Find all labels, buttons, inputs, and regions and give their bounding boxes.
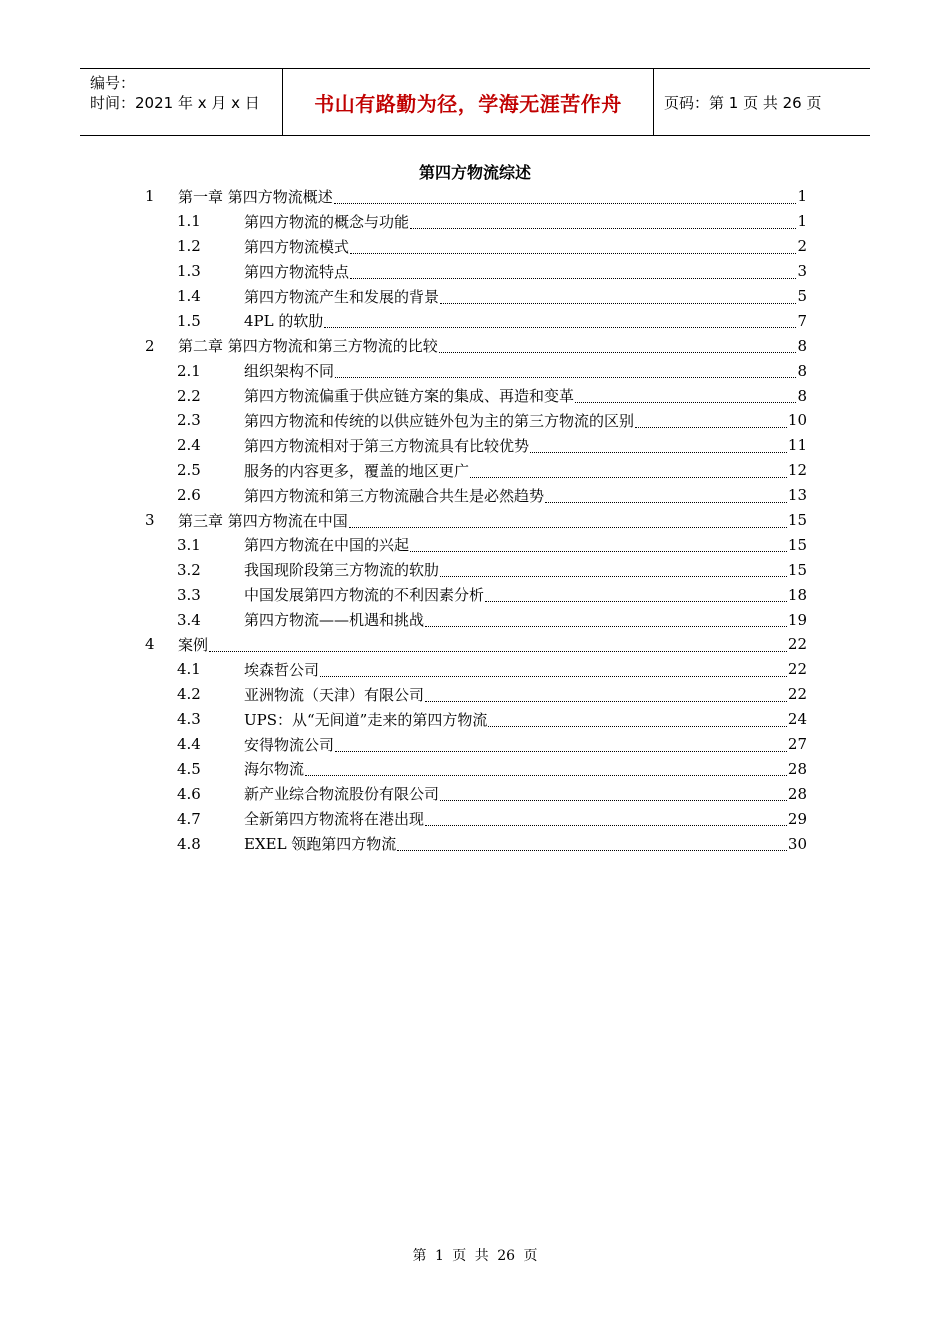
toc-entry-number: 4.6 xyxy=(177,784,201,803)
toc-entry-title: 亚洲物流（天津）有限公司 xyxy=(244,685,425,704)
toc-entry-title: 服务的内容更多，覆盖的地区更广 xyxy=(244,461,470,480)
toc-dot-leader xyxy=(425,688,787,702)
toc-dot-leader xyxy=(488,713,787,727)
toc-entry-page: 7 xyxy=(797,311,807,330)
toc-entry-title: UPS：从“无间道”走来的第四方物流 xyxy=(244,710,488,729)
toc-entry-page: 2 xyxy=(797,237,807,256)
toc-entry[interactable] xyxy=(145,831,807,856)
toc-entry-title: 第一章 第四方物流概述 xyxy=(178,187,333,206)
toc-entry[interactable] xyxy=(145,433,807,458)
toc-entry[interactable] xyxy=(145,383,807,408)
toc-dot-leader xyxy=(425,812,787,826)
toc-entry-number: 1 xyxy=(145,187,155,206)
toc-dot-leader xyxy=(410,215,796,229)
toc-entry-page: 24 xyxy=(787,710,807,729)
toc-entry-page: 28 xyxy=(787,784,807,803)
toc-dot-leader xyxy=(470,464,787,478)
toc-entry-number: 1.3 xyxy=(177,262,201,281)
toc-dot-leader xyxy=(530,439,787,453)
toc-entry-title: 案例 xyxy=(178,635,209,654)
toc-entry[interactable] xyxy=(145,806,807,831)
toc-entry[interactable] xyxy=(145,483,807,508)
toc-entry[interactable] xyxy=(145,284,807,309)
toc-entry-page: 22 xyxy=(787,660,807,679)
toc-entry-page: 15 xyxy=(787,511,807,530)
header-meta xyxy=(80,69,282,135)
toc-entry-title: 第四方物流偏重于供应链方案的集成、再造和变革 xyxy=(244,387,575,406)
toc-entry-page: 27 xyxy=(787,735,807,754)
toc-entry-title: 新产业综合物流股份有限公司 xyxy=(244,785,440,804)
toc-dot-leader xyxy=(485,588,787,602)
toc-entry-number: 3.3 xyxy=(177,585,201,604)
toc-dot-leader xyxy=(209,638,787,652)
header-page-info: 页码：第 1 页 共 26 页 xyxy=(664,93,822,112)
toc-entry-number: 1.2 xyxy=(177,237,201,256)
toc-dot-leader xyxy=(350,265,796,279)
toc-entry-title: 埃森哲公司 xyxy=(244,660,320,679)
toc-entry-title: 4PL 的软肋 xyxy=(244,312,324,331)
toc-entry[interactable] xyxy=(145,333,807,358)
toc-entry-page: 3 xyxy=(797,262,807,281)
toc-entry-title: 第二章 第四方物流和第三方物流的比较 xyxy=(178,337,438,356)
toc-entry[interactable] xyxy=(145,582,807,607)
toc-entry[interactable] xyxy=(145,756,807,781)
toc-entry-number: 2.4 xyxy=(177,436,201,455)
toc-entry-number: 2.3 xyxy=(177,411,201,430)
toc-entry-page: 5 xyxy=(797,287,807,305)
toc-entry[interactable] xyxy=(145,732,807,757)
toc-dot-leader xyxy=(335,738,787,752)
toc-entry-page: 1 xyxy=(797,187,807,206)
toc-entry-title: 第四方物流和第三方物流融合共生是必然趋势 xyxy=(244,486,545,505)
toc-entry-page: 22 xyxy=(787,685,807,704)
toc-entry-page: 8 xyxy=(797,361,807,380)
toc-entry-number: 4.3 xyxy=(177,710,201,729)
toc-entry-number: 4.7 xyxy=(177,809,201,828)
toc-entry-number: 3.1 xyxy=(177,535,201,554)
toc-entry-number: 4.4 xyxy=(177,735,201,754)
toc-dot-leader xyxy=(425,613,787,627)
toc-entry-number: 1.1 xyxy=(177,212,201,231)
toc-entry-page: 15 xyxy=(787,560,807,579)
toc-dot-leader xyxy=(350,240,796,254)
toc-entry-page: 13 xyxy=(787,486,807,505)
toc-dot-leader xyxy=(440,290,796,304)
toc-entry-number: 2 xyxy=(145,336,155,355)
toc-entry-number: 3.4 xyxy=(177,610,201,629)
toc-entry-page: 1 xyxy=(797,212,807,231)
toc-entry-title: EXEL 领跑第四方物流 xyxy=(244,835,397,854)
toc-entry-page: 18 xyxy=(787,585,807,604)
toc-entry-title: 第四方物流和传统的以供应链外包为主的第三方物流的区别 xyxy=(244,411,635,430)
toc-dot-leader xyxy=(440,563,787,577)
toc-entry-number: 4.2 xyxy=(177,685,201,704)
toc-entry-title: 第四方物流特点 xyxy=(244,262,350,281)
page-header xyxy=(80,68,870,136)
toc-entry[interactable] xyxy=(145,184,807,209)
toc-entry-number: 3.2 xyxy=(177,560,201,579)
toc-entry-page: 19 xyxy=(787,610,807,629)
toc-entry-title: 第四方物流相对于第三方物流具有比较优势 xyxy=(244,436,530,455)
toc-entry-page: 12 xyxy=(787,461,807,480)
toc-entry-number: 4.5 xyxy=(177,759,201,778)
document-time-label: 时间：2021 年 x 月 x 日 xyxy=(90,94,260,112)
toc-entry-page: 10 xyxy=(787,411,807,430)
toc-entry-title: 第四方物流的概念与功能 xyxy=(244,212,410,231)
toc-entry-title: 我国现阶段第三方物流的软肋 xyxy=(244,561,440,580)
toc-entry-page: 8 xyxy=(797,386,807,405)
toc-entry-number: 3 xyxy=(145,511,155,530)
toc-dot-leader xyxy=(305,762,787,776)
toc-entry-page: 15 xyxy=(787,535,807,554)
toc-entry-title: 海尔物流 xyxy=(244,760,305,779)
toc-entry-number: 2.5 xyxy=(177,461,201,480)
toc-dot-leader xyxy=(397,837,787,851)
toc-entry-page: 28 xyxy=(787,759,807,778)
toc-entry[interactable] xyxy=(145,707,807,732)
toc-entry-number: 2.1 xyxy=(177,361,201,380)
toc-entry-page: 29 xyxy=(787,809,807,828)
toc-entry-number: 1.5 xyxy=(177,311,201,330)
toc-dot-leader xyxy=(349,514,787,528)
toc-entry-number: 1.4 xyxy=(177,287,201,305)
toc-entry[interactable] xyxy=(145,408,807,433)
document-number-label: 编号： xyxy=(90,74,136,92)
toc-entry-title: 组织架构不同 xyxy=(244,362,335,381)
toc-entry-page: 8 xyxy=(797,336,807,355)
toc-entry[interactable] xyxy=(145,781,807,806)
toc-entry[interactable] xyxy=(145,632,807,657)
toc-entry-number: 4.8 xyxy=(177,834,201,853)
toc-entry-title: 第四方物流——机遇和挑战 xyxy=(244,611,425,630)
toc-entry[interactable] xyxy=(145,234,807,259)
toc-dot-leader xyxy=(320,663,787,677)
toc-entry-page: 30 xyxy=(787,834,807,853)
toc-entry-number: 2.2 xyxy=(177,386,201,405)
toc-dot-leader xyxy=(439,339,797,353)
toc-dot-leader xyxy=(410,538,787,552)
toc-entry[interactable] xyxy=(145,532,807,557)
toc-entry-number: 4.1 xyxy=(177,660,201,679)
toc-entry-title: 第三章 第四方物流在中国 xyxy=(178,511,348,530)
toc-entry[interactable] xyxy=(145,308,807,333)
toc-entry-page: 22 xyxy=(787,635,807,654)
toc-entry[interactable] xyxy=(145,259,807,284)
toc-entry-page: 11 xyxy=(787,436,807,455)
toc-dot-leader xyxy=(635,414,787,428)
document-title: 第四方物流综述 xyxy=(418,163,531,182)
toc-entry-number: 2.6 xyxy=(177,486,201,505)
toc-entry-title: 全新第四方物流将在港出现 xyxy=(244,810,425,829)
toc-entry[interactable] xyxy=(145,508,807,533)
toc-entry[interactable] xyxy=(145,607,807,632)
toc-entry[interactable] xyxy=(145,358,807,383)
toc-dot-leader xyxy=(440,787,787,801)
toc-dot-leader xyxy=(545,489,787,503)
header-motto: 书山有路勤为径，学海无涯苦作舟 xyxy=(282,69,654,135)
toc-entry-title: 第四方物流在中国的兴起 xyxy=(244,536,410,555)
toc-entry[interactable] xyxy=(145,657,807,682)
toc-entry[interactable] xyxy=(145,209,807,234)
toc-dot-leader xyxy=(334,190,797,204)
table-of-contents xyxy=(145,184,807,856)
toc-entry[interactable] xyxy=(145,557,807,582)
toc-entry[interactable] xyxy=(145,458,807,483)
toc-entry-number: 4 xyxy=(145,635,155,654)
toc-entry-title: 第四方物流模式 xyxy=(244,237,350,256)
page-footer: 第 1 页 共 26 页 xyxy=(412,1248,538,1264)
toc-dot-leader xyxy=(335,364,796,378)
toc-entry-title: 中国发展第四方物流的不利因素分析 xyxy=(244,586,485,605)
toc-entry[interactable] xyxy=(145,682,807,707)
toc-dot-leader xyxy=(324,314,796,328)
toc-entry-title: 第四方物流产生和发展的背景 xyxy=(244,287,440,306)
toc-dot-leader xyxy=(575,389,796,403)
toc-entry-title: 安得物流公司 xyxy=(244,735,335,754)
